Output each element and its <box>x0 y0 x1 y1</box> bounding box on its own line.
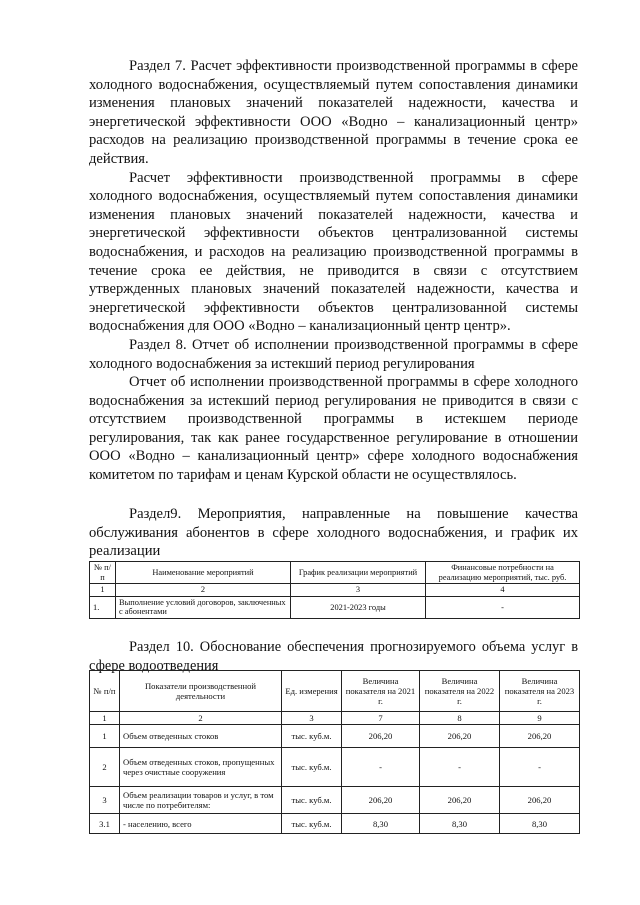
column-number: 3 <box>282 712 342 725</box>
value-2021: 8,30 <box>342 814 420 834</box>
column-number: 2 <box>116 584 291 597</box>
value-2022: 8,30 <box>420 814 500 834</box>
column-number: 1 <box>90 712 120 725</box>
section-7-heading: Раздел 7. Расчет эффективности производственной программы в сфере холодного водоснабжения, осуществляемый путем сопоставления динамики изменения плановых значений показателей надежности, качества и энергетической эффективности ООО «Водно – канализационный центр» расходов на реализацию производственной программы в течение срока ее действия. <box>89 58 578 167</box>
schedule: 2021-2023 годы <box>291 596 426 618</box>
section-10-heading: Раздел 10. Обоснование обеспечения прогнозируемого объема услуг в сфере водоотведения <box>89 639 578 674</box>
table-header: Ед. измерения <box>282 671 342 712</box>
value-2022: 206,20 <box>420 725 500 748</box>
value-2021: 206,20 <box>342 725 420 748</box>
value-2023: 206,20 <box>500 725 580 748</box>
section-10-table <box>89 670 580 834</box>
table-header: № п/п <box>90 562 116 584</box>
section-8-body: Отчет об исполнении производственной программы в сфере холодного водоснабжения за истекший период регулирования не приводится в связи с отсутствием производственной программы в истекшем периоде регулирования, так как ранее государственное регулирование в отношении ООО «Водно – канализационный центр» сфере холодного водоснабжения комитетом по тарифам и ценам Курской области не осуществлялось. <box>89 374 578 484</box>
column-number: 9 <box>500 712 580 725</box>
row-number: 1. <box>90 596 116 618</box>
measure-name: Выполнение условий договоров, заключенных с абонентами <box>116 596 291 618</box>
table-row <box>90 596 580 618</box>
value-2021: - <box>342 748 420 787</box>
table-header: Показатели производственной деятельности <box>120 671 282 712</box>
unit: тыс. куб.м. <box>282 748 342 787</box>
unit: тыс. куб.м. <box>282 725 342 748</box>
row-number: 2 <box>90 748 120 787</box>
table-row <box>90 748 580 787</box>
table-header: График реализации мероприятий <box>291 562 426 584</box>
table-row <box>90 787 580 814</box>
section-7-body: Расчет эффективности производственной программы в сфере холодного водоснабжения, осуществляемый путем сопоставления динамики изменения плановых значений показателей надежности, качества и энергетической эффективности объектов централизованной системы водоснабжения, и расходов на реализацию производственной программы в течение срока ее действия, не приводится в связи с отсутствием утвержденных плановых значений показателей надежности, качества и энергетической эффективности объектов централизованной системы водоснабжения для ООО «Водно – канализационный центр центр». <box>89 169 578 335</box>
section-9-heading: Раздел9. Мероприятия, направленные на повышение качества обслуживания абонентов в сфере холодного водоснабжения, и график их реализации <box>89 506 578 560</box>
table-row <box>90 814 580 834</box>
sections-7-8-text <box>89 57 578 485</box>
table-header: № п/п <box>90 671 120 712</box>
value-2022: 206,20 <box>420 787 500 814</box>
indicator-name: - населению, всего <box>120 814 282 834</box>
value-2021: 206,20 <box>342 787 420 814</box>
value-2023: - <box>500 748 580 787</box>
column-number: 4 <box>426 584 580 597</box>
column-number: 7 <box>342 712 420 725</box>
row-number: 3.1 <box>90 814 120 834</box>
column-number: 8 <box>420 712 500 725</box>
indicator-name: Объем реализации товаров и услуг, в том числе по потребителям: <box>120 787 282 814</box>
section-8-heading: Раздел 8. Отчет об исполнении производственной программы в сфере холодного водоснабжения за истекший период регулирования <box>89 336 578 372</box>
indicator-name: Объем отведенных стоков <box>120 725 282 748</box>
unit: тыс. куб.м. <box>282 787 342 814</box>
finance: - <box>426 596 580 618</box>
row-number: 3 <box>90 787 120 814</box>
value-2023: 8,30 <box>500 814 580 834</box>
value-2022: - <box>420 748 500 787</box>
section-9-table <box>89 561 580 619</box>
table-header: Величина показателя на 2022 г. <box>420 671 500 712</box>
unit: тыс. куб.м. <box>282 814 342 834</box>
table-header: Величина показателя на 2021 г. <box>342 671 420 712</box>
table-header: Наименование мероприятий <box>116 562 291 584</box>
section-9-text <box>89 505 578 561</box>
column-number: 2 <box>120 712 282 725</box>
column-number: 3 <box>291 584 426 597</box>
table-row <box>90 725 580 748</box>
row-number: 1 <box>90 725 120 748</box>
column-number: 1 <box>90 584 116 597</box>
table-header: Величина показателя на 2023 г. <box>500 671 580 712</box>
table-header: Финансовые потребности на реализацию мероприятий, тыс. руб. <box>426 562 580 584</box>
indicator-name: Объем отведенных стоков, пропущенных через очистные сооружения <box>120 748 282 787</box>
value-2023: 206,20 <box>500 787 580 814</box>
